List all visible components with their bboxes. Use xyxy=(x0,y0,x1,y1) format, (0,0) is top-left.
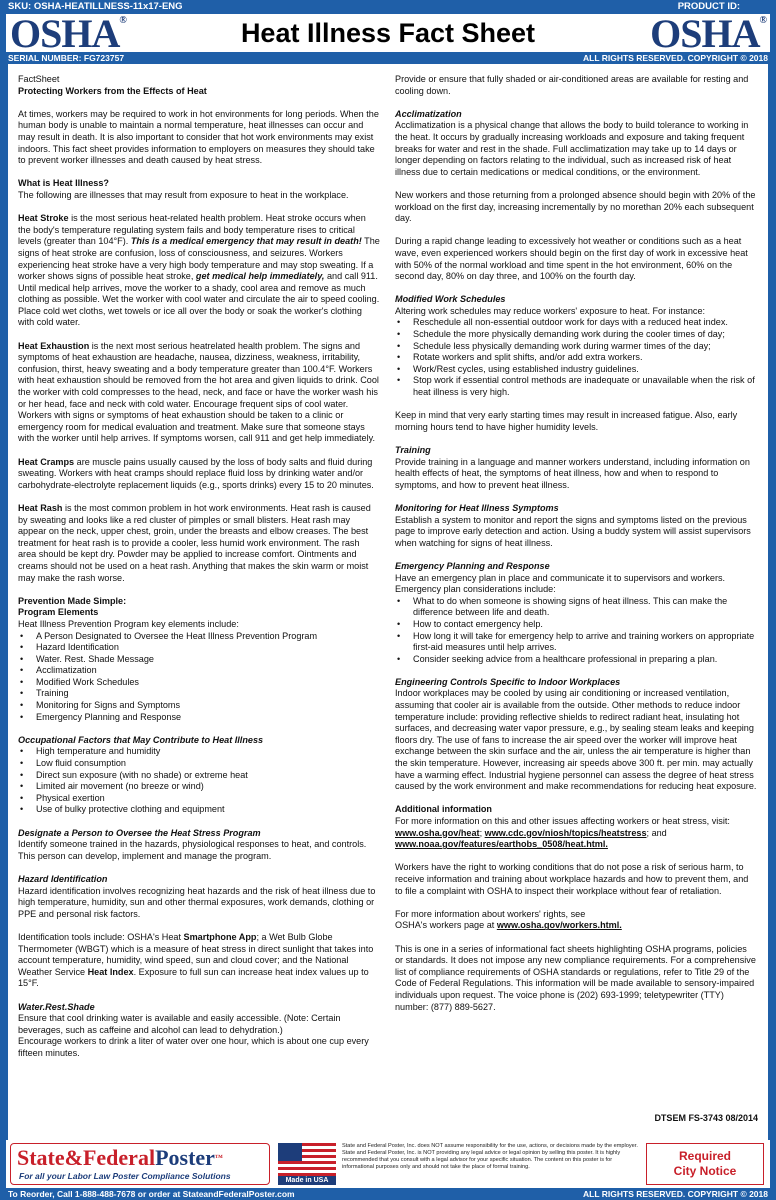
list-item: • How long it will take for emergency help to arrive and training workers on appropriate first-aid measures until help arrives. xyxy=(395,631,757,654)
section-heading: Emergency Planning and Response xyxy=(395,560,550,571)
paragraph: Hazard identification involves recognizing heat hazards and the risk of heat illness due to high temperature, humidity, sun and other thermal exposures, work demands, clothing or PPE and personal risk factors. xyxy=(18,885,376,919)
section-heading: Designate a Person to Oversee the Heat Stress Program xyxy=(18,827,261,838)
disclaimer-text: State and Federal Poster, Inc. does NOT assume responsibility for the use, actions, or decisions made by the employer. State and Federal Poster, Inc. is NOT providing any legal advice or legal opinion by selling this poster. It is highly recommended that you consult with a legal advisor for your specific situation. The content on this poster is for informational purposes only and should not take the place of formal training. xyxy=(342,1143,638,1170)
product-id-label: PRODUCT ID: xyxy=(677,1,740,12)
usa-flag-icon xyxy=(278,1143,336,1185)
header xyxy=(6,11,770,56)
list-item: • Water. Rest. Shade Message xyxy=(18,654,380,666)
heat-stroke-paragraph: Heat Stroke is the most serious heat-related health problem. Heat stroke occurs when the body's temperature regulating system fails and body temperature rises to critical levels (greater than 104°F). This is a medical emergency that may result in death! The signs of heat stroke are confusion, loss of consciousness, and seizures. Workers experiencing heat stroke have a very high body temperature and may stop sweating. If a worker shows signs of possible heat stroke, get medical help immediately, and call 911. Until medical help arrives, move the worker to a shady, cool area and remove as much clothing as possible. Wet the worker with cool water and circulate the air to speed cooling. Place cold wet cloths, wet towels or ice all over the body or soak the worker's clothing with cold water. xyxy=(18,213,380,328)
paragraph: Acclimatization is a physical change that allows the body to build tolerance to working in the heat. It occurs by gradually increasing workloads and exposure and taking frequent breaks for water and rest in the shade. Full acclimatization may take up to 14 days or longer depending on factors relating to the individual, such as increased risk of heat illness due to certain medications or medical conditions, or the environment. xyxy=(395,120,749,177)
left-column xyxy=(18,74,380,1071)
section-heading: Program Elements xyxy=(18,607,99,618)
section-heading: Prevention Made Simple: xyxy=(18,595,127,606)
section-heading: What is Heat Illness? xyxy=(18,178,109,189)
workers-page-paragraph: OSHA's workers page at www.osha.gov/workers.html. xyxy=(395,920,622,931)
paragraph: Indoor workplaces may be cooled by using air conditioning or increased ventilation, assuming that cooler air is available from the outside. Other methods to reduce indoor temperature include: providing reflective shields to redirect radiant heat, insulating hot surfaces, and decreasing water vapor pressure, e.g., by sealing steam leaks and keeping floors dry. The use of fans to increase the air speed over the worker will improve heat exchange between the skin surface and the air, unless the air temperature is higher than the skin temperature. However, increasing air speeds above 300 ft. per min. may actually have a warming effect. Industrial hygiene personnel can assess the degree of heat stress caused by the work environment and make recommendations for reducing heat exposure. xyxy=(395,688,757,792)
additional-info-paragraph: For more information on this and other issues affecting workers or heat stress, visit: www.osha.gov/heat; www.cdc.gov/niosh/topics/heatstress; and www.noaa.gov/features/earthobs_0508/heat.html. xyxy=(395,816,730,850)
paragraph: New workers and those returning from a prolonged absence should begin with 20% of the workload on the first day, increasing incrementally by no morethan 20% each subsequent day. xyxy=(395,189,756,224)
list-item: • Consider seeking advice from a healthcare professional in preparing a plan. xyxy=(395,654,757,666)
paragraph: The following are illnesses that may result from exposure to heat in the workplace. xyxy=(18,189,349,200)
list-item: • What to do when someone is showing signs of heat illness. This can make the difference between life and death. xyxy=(395,596,757,619)
serial-bar xyxy=(0,52,776,64)
paragraph: Emergency plan considerations include: xyxy=(395,584,556,595)
section-heading: Occupational Factors that May Contribute to Heat Illness xyxy=(18,734,264,745)
bottom-bar xyxy=(0,1188,776,1200)
section-heading: Monitoring for Heat Illness Symptoms xyxy=(395,502,559,513)
section-heading: Engineering Controls Specific to Indoor Workplaces xyxy=(395,676,621,687)
program-elements-list xyxy=(18,631,380,724)
paragraph: Keep in mind that very early starting times may result in increased fatigue. Also, early morning hours tend to have higher humidity levels. xyxy=(395,410,738,432)
paragraph: Encourage workers to drink a liter of water over one hour, which is about one cup every fifteen minutes. xyxy=(18,1036,369,1058)
list-item: • Stop work if essential control methods are inadequate or unavailable when the risk of heat illness is very high. xyxy=(395,375,757,398)
list-item: • Modified Work Schedules xyxy=(18,677,380,689)
serial-number: SERIAL NUMBER: FG723757 xyxy=(8,53,125,63)
required-city-notice: Required City Notice xyxy=(646,1143,764,1185)
list-item: • Direct sun exposure (with no shade) or extreme heat xyxy=(18,770,380,782)
list-item: • Low fluid consumption xyxy=(18,758,380,770)
section-heading: Acclimatization xyxy=(395,108,462,119)
paragraph: Establish a system to monitor and report the signs and symptoms listed on the previous page to improve early detection and action. Using a buddy system will assist supervisors when watching for signs of heat illness. xyxy=(395,514,751,548)
list-item: • Limited air movement (no breeze or wind) xyxy=(18,781,380,793)
list-item: • Physical exertion xyxy=(18,793,380,805)
page-title: Heat Illness Fact Sheet xyxy=(240,18,536,48)
paragraph: This is one in a series of informational fact sheets highlighting OSHA programs, policies or standards. It does not impose any new compliance requirements. For a comprehensive list of compliance requirements of OSHA standards or regulations, refer to Title 29 of the Code of Federal Regulations. This information will be made available to sensory-impaired individuals upon request. The voice phone is (202) 693-1999; teletypewriter (TTY) number: (877) 889-5627. xyxy=(395,943,756,1012)
osha-logo-right: OSHA® xyxy=(650,11,766,56)
list-item: • Work/Rest cycles, using established industry guidelines. xyxy=(395,364,757,376)
paragraph: Have an emergency plan in place and communicate it to supervisors and workers. xyxy=(395,572,726,583)
doc-subtitle: Protecting Workers from the Effects of Heat xyxy=(18,85,207,96)
occupational-factors-list xyxy=(18,746,380,816)
paragraph: During a rapid change leading to excessively hot weather or conditions such as a heat wave, even experienced workers should begin on the first day of work in excessive heat with 50% of the normal workload and time spent in the hot environment, 60% on the second day, 80% on day three, and 100% on the fourth day. xyxy=(395,236,748,282)
link-osha-heat[interactable]: www.osha.gov/heat xyxy=(395,827,480,838)
fact-sheet-body xyxy=(8,64,768,1140)
list-item: • A Person Designated to Oversee the Heat Illness Prevention Program xyxy=(18,631,380,643)
section-heading: Modified Work Schedules xyxy=(395,294,506,305)
emergency-considerations-list xyxy=(395,596,757,666)
copyright-top: ALL RIGHTS RESERVED. COPYRIGHT © 2018 xyxy=(583,53,768,63)
link-cdc-heatstress[interactable]: www.cdc.gov/niosh/topics/heatstress xyxy=(484,827,647,838)
made-in-usa-label: Made in USA xyxy=(278,1176,336,1185)
paragraph: Provide training in a language and manner workers understand, including information on health effects of heat, the symptoms of heat illness, how and when to respond to symptoms, and how to prevent heat illness. xyxy=(395,456,750,490)
right-column xyxy=(395,74,757,1025)
tagline: For all your Labor Law Poster Compliance Solutions xyxy=(19,1171,231,1181)
list-item: • Training xyxy=(18,688,380,700)
paragraph: Identify someone trained in the hazards, physiological responses to heat, and controls. This person can develop, implement and manage the program. xyxy=(18,839,367,861)
osha-logo-left: OSHA® xyxy=(10,11,126,56)
section-heading: Hazard Identification xyxy=(18,873,108,884)
section-heading: Water.Rest.Shade xyxy=(18,1001,95,1012)
section-heading: Training xyxy=(395,445,431,455)
list-item: • Monitoring for Signs and Symptoms xyxy=(18,700,380,712)
paragraph: Provide or ensure that fully shaded or air-conditioned areas are available for resting and cooling down. xyxy=(395,74,749,96)
list-item: • Emergency Planning and Response xyxy=(18,712,380,724)
list-item: • Hazard Identification xyxy=(18,642,380,654)
heat-exhaustion-paragraph: Heat Exhaustion is the next most serious heatrelated health problem. The signs and symptoms of heat exhaustion are headache, nausea, dizziness, weakness, irritability, confusion, thirst, heavy sweating and a body temperature greater than 100.4°F. Workers with heat exhaustion should be removed from the hot area and given liquids to drink. Cool the worker with cold compresses to the head, neck, and face or have the worker wash his or her head, face and neck with cold water. Encourage frequent sips of cool water. Workers with signs or symptoms of heat exhaustion should be taken to a clinic or emergency room for medical evaluation and treatment. Make sure that someone stays with the worker until help arrives. If symptoms worsen, call 911 and get help immediately. xyxy=(18,340,379,444)
section-heading: Additional information xyxy=(395,804,492,815)
paragraph: Ensure that cool drinking water is available and easily accessible. (Note: Certain beverages, such as caffeine and alcohol can lead to dehydration.) xyxy=(18,1013,341,1035)
footer xyxy=(6,1140,770,1188)
link-noaa-heat[interactable]: www.noaa.gov/features/earthobs_0508/heat.html. xyxy=(395,839,608,850)
list-item: • High temperature and humidity xyxy=(18,746,380,758)
paragraph: Altering work schedules may reduce workers' exposure to heat. For instance: xyxy=(395,305,706,316)
heat-cramps-paragraph: Heat Cramps are muscle pains usually caused by the loss of body salts and fluid during sweating. Workers with heat cramps should replace fluid loss by drinking water and/or carbohydrate-electrolyte replacement liquids (e.g., sports drinks) every 15 to 20 minutes. xyxy=(18,456,374,490)
intro-paragraph: At times, workers may be required to work in hot environments for long periods. When the human body is unable to maintain a normal temperature, heat illnesses can occur and may result in death. It is also important to consider that hot work environments may exist indoors. This fact sheet provides information to employers on measures they should take to prevent worker illnesses and death caused by heat stress. xyxy=(18,108,379,166)
list-item: • Schedule the more physically demanding work during the cooler times of day; xyxy=(395,329,757,341)
state-federal-poster-logo: State&FederalPoster™ For all your Labor Law Poster Compliance Solutions xyxy=(10,1143,270,1185)
list-item: • Rotate workers and split shifts, and/or add extra workers. xyxy=(395,352,757,364)
sku-label: SKU: OSHA-HEATILLNESS-11x17-ENG xyxy=(8,1,183,12)
list-item: • How to contact emergency help. xyxy=(395,619,757,631)
heat-rash-paragraph: Heat Rash is the most common problem in hot work environments. Heat rash is caused by sweating and looks like a red cluster of pimples or small blisters. Heat rash may appear on the neck, upper chest, groin, under the breasts and elbow creases. The best treatment for heat rash is to provide a cooler, less humid work environment. The rash area should be kept dry. Powder may be applied to increase comfort. Ointments and creams should not be used on a heat rash. Anything that makes the skin warm or moist may make the rash worse. xyxy=(18,502,371,583)
paragraph: Heat Illness Prevention Program key elements include: xyxy=(18,618,239,629)
modified-schedules-list xyxy=(395,317,757,398)
list-item: • Use of bulky protective clothing and equipment xyxy=(18,804,380,816)
copyright-bottom: ALL RIGHTS RESERVED. COPYRIGHT © 2018 xyxy=(583,1189,768,1199)
list-item: • Acclimatization xyxy=(18,665,380,677)
doc-type: FactSheet xyxy=(18,74,60,84)
list-item: • Reschedule all non-essential outdoor work for days with a reduced heat index. xyxy=(395,317,757,329)
paragraph: Workers have the right to working conditions that do not pose a risk of serious harm, to receive information and training about workplace hazards and how to prevent them, and to file a complaint with OSHA to inspect their workplace without fear of retaliation. xyxy=(395,862,749,896)
paragraph: For more information about workers' rights, see xyxy=(395,908,586,919)
document-number: DTSEM FS-3743 08/2014 xyxy=(654,1113,758,1123)
identification-tools-paragraph: Identification tools include: OSHA's Heat Smartphone App; a Wet Bulb Globe Thermometer (WBGT) which is a measure of heat stress in direct sunlight that takes into account temperature, humidity, wind speed, sun and cloud cover; and the National Weather Service Heat Index. Exposure to full sun can increase heat index values up to 15°F. xyxy=(18,931,374,989)
link-osha-workers[interactable]: www.osha.gov/workers.html. xyxy=(496,920,622,931)
list-item: • Schedule less physically demanding work during warmer times of the day; xyxy=(395,341,757,353)
reorder-text: To Reorder, Call 1-888-488-7678 or order at StateandFederalPoster.com xyxy=(8,1189,295,1199)
